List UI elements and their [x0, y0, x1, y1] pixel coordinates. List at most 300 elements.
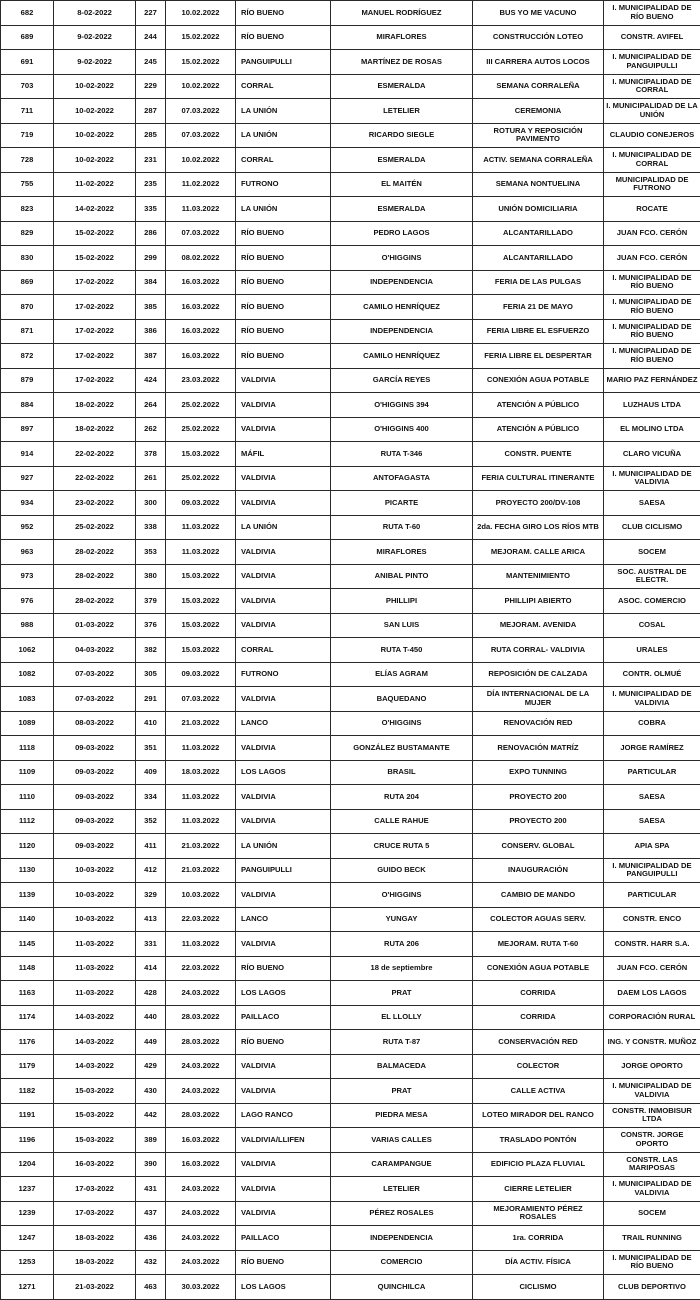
street-cell: CARAMPANGUE — [331, 1152, 473, 1177]
applicant-cell: EL MOLINO LTDA — [604, 417, 700, 442]
resolution-date-cell: 23.03.2022 — [166, 368, 236, 393]
applicant-cell: SAESA — [604, 491, 700, 516]
record-number-cell: 1112 — [1, 809, 54, 834]
commune-cell: FUTRONO — [236, 662, 331, 687]
table-row — [1, 1, 700, 26]
activity-cell: CALLE ACTIVA — [473, 1079, 604, 1104]
commune-cell: RÍO BUENO — [236, 1030, 331, 1055]
record-number-cell: 1176 — [1, 1030, 54, 1055]
record-number-cell: 1174 — [1, 1005, 54, 1030]
applicant-cell: CONSTR. INMOBISUR LTDA — [604, 1103, 700, 1128]
commune-cell: VALDIVIA — [236, 1152, 331, 1177]
request-date-cell: 10-02-2022 — [54, 99, 136, 124]
street-cell: RUTA T-60 — [331, 515, 473, 540]
request-date-cell: 15-03-2022 — [54, 1128, 136, 1153]
resolution-date-cell: 16.03.2022 — [166, 1152, 236, 1177]
resolution-date-cell: 21.03.2022 — [166, 711, 236, 736]
commune-cell: VALDIVIA — [236, 1177, 331, 1202]
applicant-cell: JORGE RAMÍREZ — [604, 736, 700, 761]
applicant-cell: SOCEM — [604, 1201, 700, 1226]
record-number-cell: 1196 — [1, 1128, 54, 1153]
applicant-cell: I. MUNICIPALIDAD DE RÍO BUENO — [604, 1, 700, 26]
commune-cell: LANCO — [236, 907, 331, 932]
request-date-cell: 10-02-2022 — [54, 123, 136, 148]
resolution-number-cell: 409 — [136, 760, 166, 785]
street-cell: COMERCIO — [331, 1250, 473, 1275]
record-number-cell: 870 — [1, 295, 54, 320]
resolution-date-cell: 11.03.2022 — [166, 809, 236, 834]
commune-cell: MÁFIL — [236, 442, 331, 467]
resolution-date-cell: 24.03.2022 — [166, 1177, 236, 1202]
applicant-cell: ASOC. COMERCIO — [604, 589, 700, 614]
activity-cell: REPOSICIÓN DE CALZADA — [473, 662, 604, 687]
table-row — [1, 1054, 700, 1079]
resolution-number-cell: 352 — [136, 809, 166, 834]
record-number-cell: 1148 — [1, 956, 54, 981]
resolution-date-cell: 09.03.2022 — [166, 491, 236, 516]
applicant-cell: I. MUNICIPALIDAD DE RÍO BUENO — [604, 344, 700, 369]
commune-cell: VALDIVIA — [236, 368, 331, 393]
commune-cell: CORRAL — [236, 74, 331, 99]
table-row — [1, 1226, 700, 1251]
resolution-number-cell: 385 — [136, 295, 166, 320]
table-row — [1, 736, 700, 761]
street-cell: MIRAFLORES — [331, 540, 473, 565]
resolution-date-cell: 28.03.2022 — [166, 1005, 236, 1030]
record-number-cell: 988 — [1, 613, 54, 638]
applicant-cell: CONSTR. LAS MARIPOSAS — [604, 1152, 700, 1177]
applicant-cell: MARIO PAZ FERNÁNDEZ — [604, 368, 700, 393]
activity-cell: FERIA CULTURAL ITINERANTE — [473, 466, 604, 491]
resolution-date-cell: 18.03.2022 — [166, 760, 236, 785]
table-row — [1, 515, 700, 540]
resolution-number-cell: 229 — [136, 74, 166, 99]
activity-cell: DÍA ACTIV. FÍSICA — [473, 1250, 604, 1275]
street-cell: PEDRO LAGOS — [331, 221, 473, 246]
resolution-date-cell: 08.02.2022 — [166, 246, 236, 271]
street-cell: GONZÁLEZ BUSTAMANTE — [331, 736, 473, 761]
record-number-cell: 689 — [1, 25, 54, 50]
request-date-cell: 16-03-2022 — [54, 1152, 136, 1177]
request-date-cell: 15-03-2022 — [54, 1103, 136, 1128]
commune-cell: VALDIVIA — [236, 785, 331, 810]
request-date-cell: 09-03-2022 — [54, 834, 136, 859]
applicant-cell: SAESA — [604, 809, 700, 834]
resolution-date-cell: 24.03.2022 — [166, 1201, 236, 1226]
commune-cell: RÍO BUENO — [236, 270, 331, 295]
table-row — [1, 50, 700, 75]
street-cell: MANUEL RODRÍGUEZ — [331, 1, 473, 26]
resolution-number-cell: 353 — [136, 540, 166, 565]
resolution-date-cell: 10.02.2022 — [166, 1, 236, 26]
resolution-number-cell: 387 — [136, 344, 166, 369]
resolution-date-cell: 24.03.2022 — [166, 1054, 236, 1079]
record-number-cell: 927 — [1, 466, 54, 491]
activity-cell: DÍA INTERNACIONAL DE LA MUJER — [473, 687, 604, 712]
activity-cell: ROTURA Y REPOSICIÓN PAVIMENTO — [473, 123, 604, 148]
street-cell: O'HIGGINS — [331, 711, 473, 736]
resolution-number-cell: 299 — [136, 246, 166, 271]
commune-cell: PANGUIPULLI — [236, 858, 331, 883]
table-row — [1, 344, 700, 369]
table-row — [1, 295, 700, 320]
table-row — [1, 1079, 700, 1104]
applicant-cell: I. MUNICIPALIDAD DE LA UNIÓN — [604, 99, 700, 124]
resolution-number-cell: 429 — [136, 1054, 166, 1079]
request-date-cell: 9-02-2022 — [54, 25, 136, 50]
commune-cell: VALDIVIA — [236, 417, 331, 442]
record-number-cell: 976 — [1, 589, 54, 614]
resolution-date-cell: 16.03.2022 — [166, 319, 236, 344]
resolution-number-cell: 389 — [136, 1128, 166, 1153]
street-cell: 18 de septiembre — [331, 956, 473, 981]
table-row — [1, 858, 700, 883]
table-row — [1, 1275, 700, 1300]
applicant-cell: JUAN FCO. CERÓN — [604, 246, 700, 271]
activity-cell: EDIFICIO PLAZA FLUVIAL — [473, 1152, 604, 1177]
record-number-cell: 1253 — [1, 1250, 54, 1275]
street-cell: RUTA 206 — [331, 932, 473, 957]
street-cell: MARTÍNEZ DE ROSAS — [331, 50, 473, 75]
applicant-cell: CLAUDIO CONEJEROS — [604, 123, 700, 148]
request-date-cell: 09-03-2022 — [54, 760, 136, 785]
commune-cell: LA UNIÓN — [236, 123, 331, 148]
table-row — [1, 246, 700, 271]
resolution-date-cell: 15.03.2022 — [166, 589, 236, 614]
request-date-cell: 17-02-2022 — [54, 295, 136, 320]
street-cell: CRUCE RUTA 5 — [331, 834, 473, 859]
resolution-date-cell: 22.03.2022 — [166, 956, 236, 981]
record-number-cell: 1130 — [1, 858, 54, 883]
applicant-cell: I. MUNICIPALIDAD DE PANGUIPULLI — [604, 858, 700, 883]
request-date-cell: 07-03-2022 — [54, 687, 136, 712]
resolution-date-cell: 21.03.2022 — [166, 858, 236, 883]
activity-cell: CONSERV. GLOBAL — [473, 834, 604, 859]
commune-cell: VALDIVIA — [236, 564, 331, 589]
applicant-cell: CONSTR. AVIFEL — [604, 25, 700, 50]
activity-cell: PROYECTO 200 — [473, 809, 604, 834]
applicant-cell: JUAN FCO. CERÓN — [604, 956, 700, 981]
applicant-cell: I. MUNICIPALIDAD DE PANGUIPULLI — [604, 50, 700, 75]
request-date-cell: 17-02-2022 — [54, 319, 136, 344]
activity-cell: RENOVACIÓN MATRÍZ — [473, 736, 604, 761]
request-date-cell: 22-02-2022 — [54, 466, 136, 491]
applicant-cell: COBRA — [604, 711, 700, 736]
street-cell: ESMERALDA — [331, 148, 473, 173]
table-row — [1, 172, 700, 197]
street-cell: O'HIGGINS 400 — [331, 417, 473, 442]
activity-cell: RENOVACIÓN RED — [473, 711, 604, 736]
resolution-number-cell: 335 — [136, 197, 166, 222]
commune-cell: LOS LAGOS — [236, 1275, 331, 1300]
commune-cell: PANGUIPULLI — [236, 50, 331, 75]
resolution-number-cell: 300 — [136, 491, 166, 516]
record-number-cell: 1120 — [1, 834, 54, 859]
table-row — [1, 491, 700, 516]
request-date-cell: 23-02-2022 — [54, 491, 136, 516]
commune-cell: RÍO BUENO — [236, 221, 331, 246]
request-date-cell: 17-02-2022 — [54, 368, 136, 393]
table-row — [1, 99, 700, 124]
activity-cell: CONEXIÓN AGUA POTABLE — [473, 368, 604, 393]
activity-cell: BUS YO ME VACUNO — [473, 1, 604, 26]
activity-cell: MANTENIMIENTO — [473, 564, 604, 589]
table-row — [1, 907, 700, 932]
resolution-number-cell: 264 — [136, 393, 166, 418]
resolution-date-cell: 09.03.2022 — [166, 662, 236, 687]
activity-cell: III CARRERA AUTOS LOCOS — [473, 50, 604, 75]
applicant-cell: LUZHAUS LTDA — [604, 393, 700, 418]
resolution-number-cell: 245 — [136, 50, 166, 75]
applicant-cell: I. MUNICIPALIDAD DE CORRAL — [604, 74, 700, 99]
street-cell: BRASIL — [331, 760, 473, 785]
record-number-cell: 829 — [1, 221, 54, 246]
applicant-cell: URALES — [604, 638, 700, 663]
applicant-cell: CONTR. OLMUÉ — [604, 662, 700, 687]
applicant-cell: I. MUNICIPALIDAD DE VALDIVIA — [604, 466, 700, 491]
applicant-cell: PARTICULAR — [604, 760, 700, 785]
request-date-cell: 11-03-2022 — [54, 981, 136, 1006]
activity-cell: PROYECTO 200 — [473, 785, 604, 810]
resolution-date-cell: 07.03.2022 — [166, 221, 236, 246]
record-number-cell: 1163 — [1, 981, 54, 1006]
commune-cell: RÍO BUENO — [236, 344, 331, 369]
record-number-cell: 934 — [1, 491, 54, 516]
resolution-date-cell: 10.03.2022 — [166, 883, 236, 908]
commune-cell: VALDIVIA — [236, 932, 331, 957]
resolution-date-cell: 24.03.2022 — [166, 1250, 236, 1275]
resolution-date-cell: 15.03.2022 — [166, 442, 236, 467]
street-cell: LETELIER — [331, 99, 473, 124]
resolution-number-cell: 227 — [136, 1, 166, 26]
table-row — [1, 956, 700, 981]
applicant-cell: CONSTR. JORGE OPORTO — [604, 1128, 700, 1153]
resolution-number-cell: 442 — [136, 1103, 166, 1128]
request-date-cell: 15-02-2022 — [54, 246, 136, 271]
activity-cell: SEMANA NONTUELINA — [473, 172, 604, 197]
resolution-number-cell: 235 — [136, 172, 166, 197]
request-date-cell: 11-03-2022 — [54, 956, 136, 981]
resolution-number-cell: 262 — [136, 417, 166, 442]
resolution-date-cell: 15.03.2022 — [166, 564, 236, 589]
applicant-cell: CONSTR. HARR S.A. — [604, 932, 700, 957]
applicant-cell: PARTICULAR — [604, 883, 700, 908]
record-number-cell: 719 — [1, 123, 54, 148]
resolution-date-cell: 24.03.2022 — [166, 1079, 236, 1104]
table-row — [1, 1128, 700, 1153]
record-number-cell: 703 — [1, 74, 54, 99]
resolution-number-cell: 261 — [136, 466, 166, 491]
street-cell: PRAT — [331, 1079, 473, 1104]
table-row — [1, 564, 700, 589]
table-row — [1, 368, 700, 393]
street-cell: ANIBAL PINTO — [331, 564, 473, 589]
resolution-number-cell: 231 — [136, 148, 166, 173]
request-date-cell: 07-03-2022 — [54, 662, 136, 687]
applicant-cell: I. MUNICIPALIDAD DE RÍO BUENO — [604, 319, 700, 344]
applicant-cell: APIA SPA — [604, 834, 700, 859]
resolution-date-cell: 16.03.2022 — [166, 270, 236, 295]
request-date-cell: 09-03-2022 — [54, 736, 136, 761]
activity-cell: EXPO TUNNING — [473, 760, 604, 785]
record-number-cell: 869 — [1, 270, 54, 295]
record-number-cell: 1139 — [1, 883, 54, 908]
record-number-cell: 1118 — [1, 736, 54, 761]
record-number-cell: 1247 — [1, 1226, 54, 1251]
table-row — [1, 197, 700, 222]
resolution-number-cell: 432 — [136, 1250, 166, 1275]
resolution-number-cell: 414 — [136, 956, 166, 981]
record-number-cell: 691 — [1, 50, 54, 75]
record-number-cell: 963 — [1, 540, 54, 565]
street-cell: INDEPENDENCIA — [331, 270, 473, 295]
resolution-number-cell: 338 — [136, 515, 166, 540]
record-number-cell: 872 — [1, 344, 54, 369]
street-cell: CALLE RAHUE — [331, 809, 473, 834]
street-cell: PRAT — [331, 981, 473, 1006]
record-number-cell: 884 — [1, 393, 54, 418]
activity-cell: ACTIV. SEMANA CORRALEÑA — [473, 148, 604, 173]
applicant-cell: JORGE OPORTO — [604, 1054, 700, 1079]
record-number-cell: 1237 — [1, 1177, 54, 1202]
street-cell: BALMACEDA — [331, 1054, 473, 1079]
resolution-number-cell: 380 — [136, 564, 166, 589]
table-row — [1, 270, 700, 295]
street-cell: SAN LUIS — [331, 613, 473, 638]
activity-cell: ALCANTARILLADO — [473, 221, 604, 246]
request-date-cell: 28-02-2022 — [54, 564, 136, 589]
table-row — [1, 662, 700, 687]
resolution-number-cell: 285 — [136, 123, 166, 148]
resolution-date-cell: 25.02.2022 — [166, 417, 236, 442]
request-date-cell: 28-02-2022 — [54, 540, 136, 565]
activity-cell: COLECTOR AGUAS SERV. — [473, 907, 604, 932]
street-cell: RUTA T-87 — [331, 1030, 473, 1055]
table-row — [1, 711, 700, 736]
resolution-date-cell: 24.03.2022 — [166, 1226, 236, 1251]
applicant-cell: CORPORACIÓN RURAL — [604, 1005, 700, 1030]
table-row — [1, 319, 700, 344]
commune-cell: RÍO BUENO — [236, 956, 331, 981]
resolution-date-cell: 16.03.2022 — [166, 344, 236, 369]
activity-cell: MEJORAM. AVENIDA — [473, 613, 604, 638]
resolution-number-cell: 305 — [136, 662, 166, 687]
commune-cell: LOS LAGOS — [236, 981, 331, 1006]
table-row — [1, 1177, 700, 1202]
record-number-cell: 1089 — [1, 711, 54, 736]
commune-cell: LA UNIÓN — [236, 99, 331, 124]
commune-cell: RÍO BUENO — [236, 1250, 331, 1275]
applicant-cell: CLARO VICUÑA — [604, 442, 700, 467]
activity-cell: ALCANTARILLADO — [473, 246, 604, 271]
street-cell: O'HIGGINS — [331, 883, 473, 908]
activity-cell: INAUGURACIÓN — [473, 858, 604, 883]
commune-cell: VALDIVIA — [236, 1201, 331, 1226]
activity-cell: CONSERVACIÓN RED — [473, 1030, 604, 1055]
record-number-cell: 1145 — [1, 932, 54, 957]
street-cell: QUINCHILCA — [331, 1275, 473, 1300]
commune-cell: VALDIVIA — [236, 491, 331, 516]
table-row — [1, 1152, 700, 1177]
resolution-number-cell: 384 — [136, 270, 166, 295]
table-row — [1, 540, 700, 565]
applicant-cell: I. MUNICIPALIDAD DE RÍO BUENO — [604, 1250, 700, 1275]
request-date-cell: 18-03-2022 — [54, 1250, 136, 1275]
street-cell: PHILLIPI — [331, 589, 473, 614]
applicant-cell: I. MUNICIPALIDAD DE CORRAL — [604, 148, 700, 173]
table-row — [1, 809, 700, 834]
activity-cell: 1ra. CORRIDA — [473, 1226, 604, 1251]
applicant-cell: I. MUNICIPALIDAD DE RÍO BUENO — [604, 295, 700, 320]
resolution-date-cell: 22.03.2022 — [166, 907, 236, 932]
activity-cell: COLECTOR — [473, 1054, 604, 1079]
table-row — [1, 760, 700, 785]
resolution-date-cell: 11.03.2022 — [166, 197, 236, 222]
street-cell: ESMERALDA — [331, 197, 473, 222]
table-row — [1, 981, 700, 1006]
resolution-number-cell: 334 — [136, 785, 166, 810]
resolution-date-cell: 24.03.2022 — [166, 981, 236, 1006]
street-cell: PICARTE — [331, 491, 473, 516]
applicant-cell: ROCATE — [604, 197, 700, 222]
commune-cell: VALDIVIA — [236, 613, 331, 638]
commune-cell: PAILLACO — [236, 1005, 331, 1030]
commune-cell: RÍO BUENO — [236, 1, 331, 26]
resolution-number-cell: 413 — [136, 907, 166, 932]
resolution-number-cell: 430 — [136, 1079, 166, 1104]
request-date-cell: 18-03-2022 — [54, 1226, 136, 1251]
record-number-cell: 1062 — [1, 638, 54, 663]
record-number-cell: 682 — [1, 1, 54, 26]
request-date-cell: 28-02-2022 — [54, 589, 136, 614]
commune-cell: VALDIVIA — [236, 809, 331, 834]
request-date-cell: 25-02-2022 — [54, 515, 136, 540]
resolution-number-cell: 287 — [136, 99, 166, 124]
request-date-cell: 09-03-2022 — [54, 785, 136, 810]
record-number-cell: 1179 — [1, 1054, 54, 1079]
commune-cell: VALDIVIA — [236, 540, 331, 565]
table-row — [1, 442, 700, 467]
record-number-cell: 830 — [1, 246, 54, 271]
activity-cell: CICLISMO — [473, 1275, 604, 1300]
activity-cell: PROYECTO 200/DV-108 — [473, 491, 604, 516]
resolution-number-cell: 412 — [136, 858, 166, 883]
resolution-number-cell: 379 — [136, 589, 166, 614]
activity-cell: UNIÓN DOMICILIARIA — [473, 197, 604, 222]
resolution-date-cell: 07.03.2022 — [166, 687, 236, 712]
commune-cell: LA UNIÓN — [236, 834, 331, 859]
street-cell: INDEPENDENCIA — [331, 319, 473, 344]
street-cell: GUIDO BECK — [331, 858, 473, 883]
record-number-cell: 914 — [1, 442, 54, 467]
table-row — [1, 1030, 700, 1055]
resolution-number-cell: 376 — [136, 613, 166, 638]
activity-cell: ATENCIÓN A PÚBLICO — [473, 393, 604, 418]
request-date-cell: 01-03-2022 — [54, 613, 136, 638]
request-date-cell: 14-03-2022 — [54, 1054, 136, 1079]
request-date-cell: 22-02-2022 — [54, 442, 136, 467]
resolution-date-cell: 25.02.2022 — [166, 466, 236, 491]
table-row — [1, 932, 700, 957]
record-number-cell: 1083 — [1, 687, 54, 712]
activity-cell: CORRIDA — [473, 1005, 604, 1030]
request-date-cell: 11-02-2022 — [54, 172, 136, 197]
commune-cell: LA UNIÓN — [236, 515, 331, 540]
activity-cell: MEJORAM. CALLE ARICA — [473, 540, 604, 565]
table-row — [1, 687, 700, 712]
resolution-date-cell: 15.02.2022 — [166, 50, 236, 75]
applicant-cell: MUNICIPALIDAD DE FUTRONO — [604, 172, 700, 197]
